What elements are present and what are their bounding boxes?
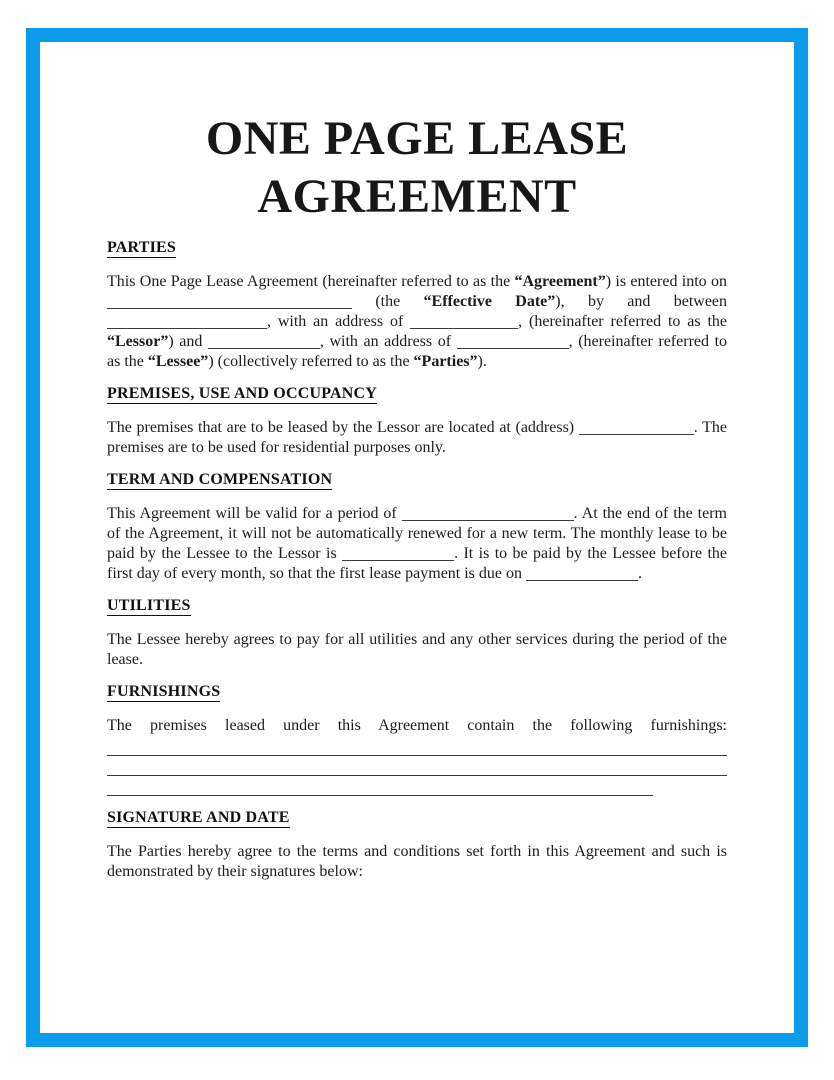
fill-in-blank <box>342 547 454 561</box>
term-paragraph: This Agreement will be valid for a period of . At the end of the term of the Agreement, it will not be automatically renewed for a new term. The monthly lease to be paid by the Lessee to the Lessor is . It is to be paid by the Lessee before the first day of every month, so that the first lease payment is due on . <box>107 505 727 582</box>
premises-paragraph: The premises that are to be leased by the Lessor are located at (address) . The premises are to be used for residential purposes only. <box>107 419 727 456</box>
bold-term: “Effective Date” <box>423 293 556 310</box>
blank-rule-line <box>107 736 727 756</box>
parties-paragraph: This One Page Lease Agreement (hereinafter referred to as the “Agreement”) is entered into on (the “Effective Date”), by and between , with an address of , (hereinafter referred to as the “Lessor”) and , with an address of , (hereinafter referred to as the “Lessee”) (collectively referred to as the “Parties”). <box>107 273 728 370</box>
document-title-line2: AGREEMENT <box>257 170 577 223</box>
section-heading-parties: PARTIES <box>107 239 177 256</box>
fill-in-blank <box>579 421 694 435</box>
section-heading-utilities: UTILITIES <box>107 597 191 614</box>
signature-paragraph: The Parties hereby agree to the terms and conditions set forth in this Agreement and such is demonstrated by their signatures below: <box>107 843 727 880</box>
fill-in-blank <box>457 335 569 349</box>
blank-rule-line <box>107 776 653 796</box>
blank-rule-line <box>107 756 727 776</box>
bold-term: “Agreement” <box>514 273 606 290</box>
section-heading-furnishings: FURNISHINGS <box>107 683 221 700</box>
bold-term: “Lessor” <box>107 333 169 350</box>
fill-in-blank <box>107 295 352 309</box>
section-heading-premises: PREMISES, USE AND OCCUPANCY <box>107 385 378 402</box>
document-title <box>107 110 727 226</box>
fill-in-blank <box>208 335 320 349</box>
fill-in-blank <box>402 507 574 521</box>
furnishings-blank-lines <box>107 736 727 796</box>
fill-in-blank <box>107 315 267 329</box>
bold-term: “Lessee” <box>147 353 209 370</box>
document-title-line1: ONE PAGE LEASE <box>205 112 629 165</box>
section-heading-term: TERM AND COMPENSATION <box>107 471 333 488</box>
document-content <box>40 42 794 882</box>
utilities-paragraph: The Lessee hereby agrees to pay for all utilities and any other services during the period of the lease. <box>107 631 727 668</box>
section-heading-signature: SIGNATURE AND DATE <box>107 809 290 826</box>
fill-in-blank <box>526 567 638 581</box>
furnishings-paragraph: The premises leased under this Agreement contain the following furnishings: <box>107 717 727 734</box>
fill-in-blank <box>410 315 518 329</box>
document-blue-border-frame <box>26 28 808 1047</box>
bold-term: “Parties” <box>413 353 478 370</box>
